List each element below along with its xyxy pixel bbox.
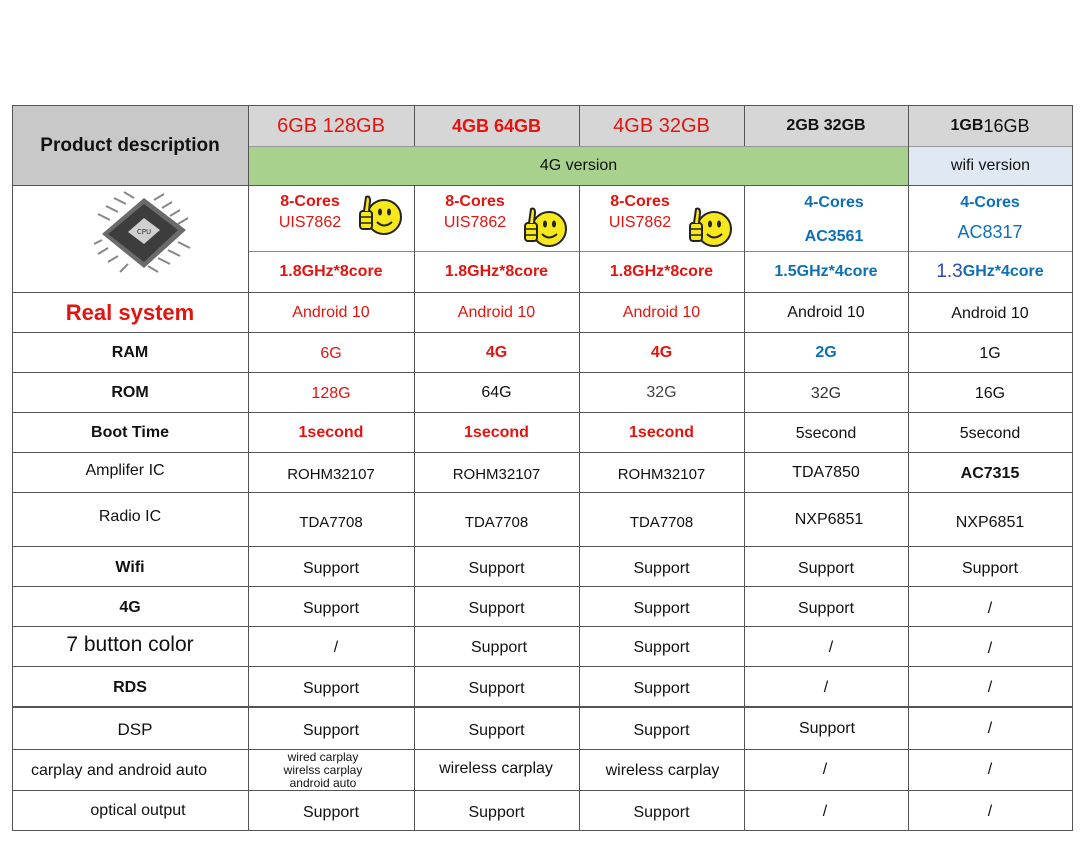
cpu-c1-freq: 1.8GHz*8core [279,263,383,280]
cpu-c5-cores: 4-Cores [960,194,1020,211]
header-col1: 6GB 128GB [277,114,385,137]
row-value: Support [633,722,690,739]
row-value: Support [468,722,525,739]
row-label-wifi: Wifi [115,558,145,576]
row-label-real-system: Real system [65,299,195,325]
row-value: Support [468,679,525,697]
header-col2: 4GB 64GB [451,115,542,136]
row-value: Support [797,599,855,617]
cpu-c4-model: AC3561 [804,228,864,245]
row-value: Support [633,679,690,697]
cpu-c3-cores: 8-Cores [610,193,670,210]
cpu-c5-freq [908,252,1072,292]
row-value: 5second [795,424,857,442]
cpu-c4-freq: 1.5GHz*4core [774,263,878,280]
row-value: NXP6851 [955,514,1025,531]
thumbs-up-smiley-icon [523,205,567,249]
cpu-c1-cores: 8-Cores [280,193,340,210]
row-value: 32G [810,384,842,402]
cpu-chip-label: CPU [136,228,152,236]
row-value: 32G [646,383,677,401]
carplay-wireless: wirelss carplay [283,762,363,777]
header-col3: 4GB 32GB [613,114,710,137]
row-value: Support [302,679,360,697]
row-label-boot-time: Boot Time [91,423,169,441]
row-value: TDA7850 [792,463,860,481]
row-value: 4G [650,343,673,361]
row-label-7-button-color: 7 button color [66,633,194,656]
row-value: / [987,761,993,778]
row-value: 5second [959,424,1021,442]
row-value: 6G [320,344,342,362]
header-col5-ram: 1GB [950,117,984,134]
carplay-multi-value [248,750,398,790]
row-label-rom: ROM [111,383,149,401]
cpu-c3-freq: 1.8GHz*8core [609,263,714,280]
cpu-c5-freq-unit: GHz*4core [962,263,1044,280]
thumbs-up-smiley-icon [358,193,402,237]
row-value: / [987,599,993,617]
row-label-carplay: carplay and android auto [30,762,208,779]
cpu-c2-model: UIS7862 [443,214,507,231]
row-value: 1second [298,423,364,441]
row-value: Support [468,599,525,617]
row-value: 64G [481,383,512,401]
row-value: / [987,678,993,696]
row-value: Support [470,638,528,656]
row-value: Support [302,559,360,577]
cpu-c3-model: UIS7862 [608,214,672,231]
row-value: Support [302,803,360,821]
row-value: TDA7708 [464,513,529,531]
row-value: ROHM32107 [287,465,375,483]
cpu-c2-cores: 8-Cores [445,193,505,210]
row-value: Support [961,559,1019,577]
row-value: 2G [815,343,837,361]
row-label-optical-output: optical output [90,801,186,819]
version-4g-label: 4G version [539,156,618,174]
row-value: wireless carplay [605,762,720,779]
cpu-c5-freq-number: 1.3 [936,261,963,282]
cpu-c4-cores: 4-Cores [804,194,864,211]
row-value: / [823,678,829,696]
version-wifi-label: wifi version [950,156,1031,174]
row-value: wireless carplay [439,760,553,777]
cpu-c5-model: AC8317 [957,221,1023,242]
row-label-4g: 4G [119,598,141,616]
row-value: 16G [974,384,1006,402]
row-value: NXP6851 [794,510,864,528]
thumbs-up-smiley-icon [688,205,732,249]
cpu-chip-icon [92,190,196,278]
cpu-c2-freq: 1.8GHz*8core [444,263,549,280]
row-value: Support [468,803,525,821]
row-value: Support [633,803,690,821]
row-value: TDA7708 [629,513,694,531]
header-col5 [908,106,1072,146]
row-label-rds: RDS [113,678,147,696]
header-col5-rom: 16GB [983,115,1030,136]
row-value: Android 10 [457,303,536,321]
row-value: 128G [311,384,351,402]
header-col4: 2GB 32GB [786,117,866,134]
row-value: Support [797,559,855,577]
row-value: 1G [979,344,1001,362]
row-value: Support [633,638,690,656]
row-label-dsp: DSP [117,720,153,739]
row-value: Support [798,720,856,737]
row-value: 1second [464,423,529,441]
row-value: 1second [629,423,694,441]
row-value: Support [468,559,525,577]
product-description-label: Product description [40,134,220,156]
row-value: / [333,639,339,656]
carplay-android-auto: android auto [289,775,357,790]
cpu-c1-model: UIS7862 [278,214,342,231]
row-value: Support [302,599,360,617]
row-label-amplifier-ic: Amplifer IC [85,462,165,479]
row-value: Android 10 [787,303,865,321]
row-value: ROHM32107 [617,465,706,483]
row-value: / [987,720,993,737]
row-label-radio-ic: Radio IC [98,508,162,525]
row-value: / [822,761,828,778]
row-value: 4G [485,343,508,361]
row-value: Android 10 [292,303,370,321]
carplay-wired: wired carplay [287,749,359,764]
row-value: Android 10 [951,304,1029,322]
row-value: / [987,802,993,820]
row-label-ram: RAM [111,343,149,361]
row-value: TDA7708 [299,513,363,531]
row-value: AC7315 [960,465,1020,482]
row-value: Android 10 [622,303,701,321]
row-value: / [987,639,993,657]
row-value: Support [633,559,690,577]
row-value: / [822,802,828,820]
row-value: Support [633,599,690,617]
row-value: Support [302,722,360,739]
row-value: / [828,638,834,656]
row-value: ROHM32107 [452,465,541,483]
